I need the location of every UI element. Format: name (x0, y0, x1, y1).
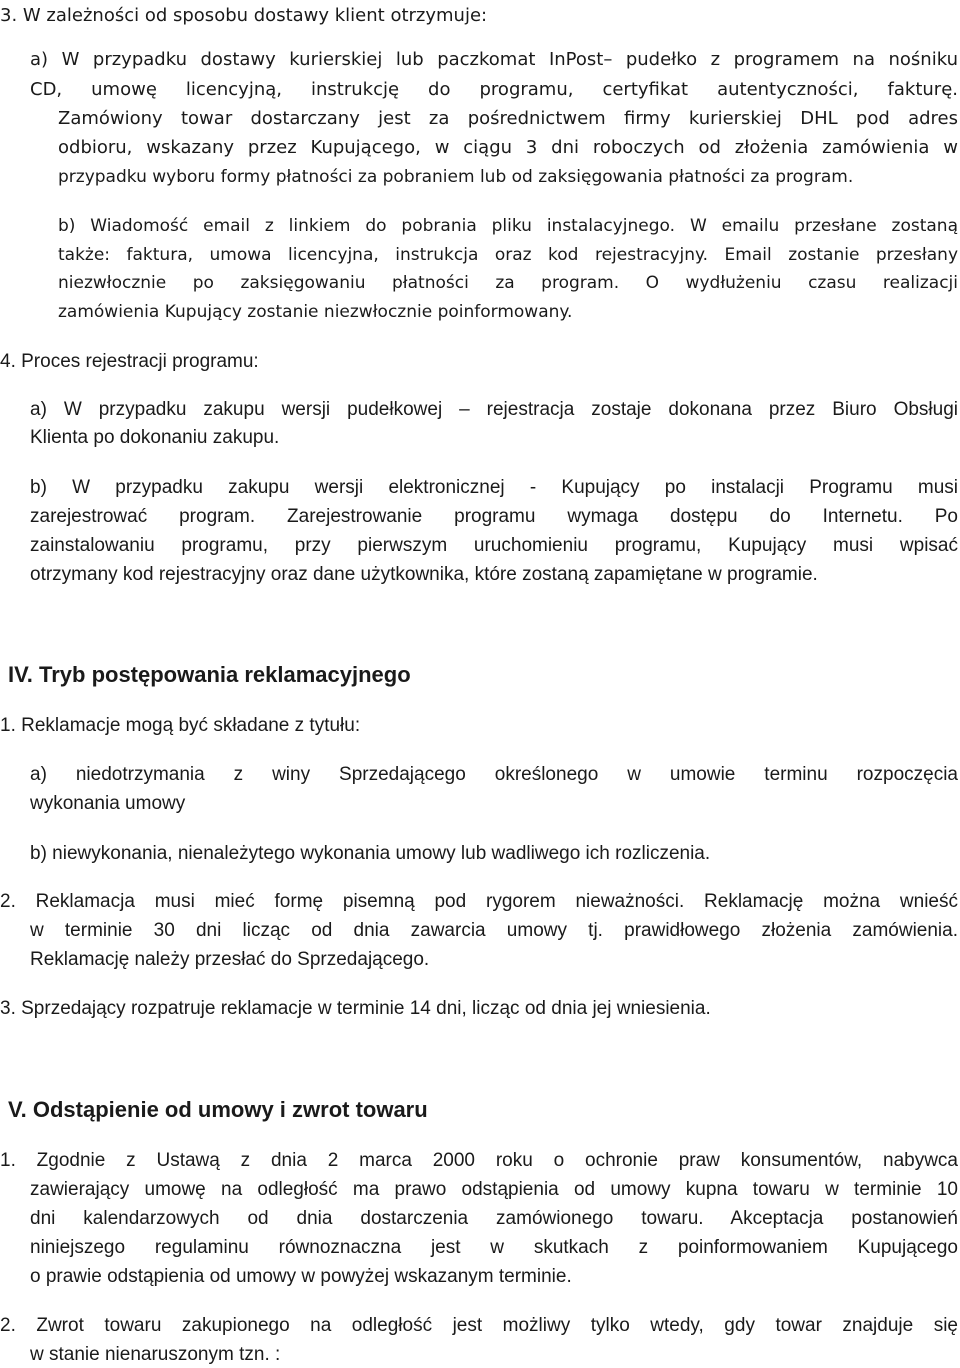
section-v-p1-line-5: o prawie odstąpienia od umowy w powyżej wskazanym terminie. (30, 1266, 572, 1287)
section-iv-title: IV. Tryb postępowania reklamacyjnego (8, 662, 411, 687)
section-3a-line-4: odbioru, wskazany przez Kupującego, w ciągu 3 dni roboczych od złożenia zamówienia w (58, 137, 958, 158)
section-iv-p1a-line-1: a) niedotrzymania z winy Sprzedającego określonego w umowie terminu rozpoczęcia (30, 764, 958, 785)
section-4b-line-3: zainstalowaniu programu, przy pierwszym uruchomieniu programu, Kupujący musi wpisać (30, 535, 958, 556)
section-3a-line-1: a) W przypadku dostawy kurierskiej lub paczkomat InPost– pudełko z programem na nośniku (30, 49, 958, 70)
section-4a-line-1: a) W przypadku zakupu wersji pudełkowej – rejestracja zostaje dokonana przez Biuro Obsługi (30, 399, 958, 420)
section-iv-p1b: b) niewykonania, nienależytego wykonania umowy lub wadliwego ich rozliczenia. (30, 843, 711, 864)
section-v-p1-line-1: 1. Zgodnie z Ustawą z dnia 2 marca 2000 roku o ochronie praw konsumentów, nabywca (0, 1150, 958, 1171)
section-4-heading: 4. Proces rejestracji programu: (0, 351, 259, 372)
section-v-title: V. Odstąpienie od umowy i zwrot towaru (8, 1097, 428, 1122)
section-4b-line-2: zarejestrować program. Zarejestrowanie programu wymaga dostępu do Internetu. Po (30, 506, 958, 527)
section-4b-line-1: b) W przypadku zakupu wersji elektronicznej - Kupujący po instalacji Programu musi (30, 477, 958, 498)
section-3a-line-2: CD, umowę licencyjną, instrukcję do programu, certyfikat autentyczności, fakturę. (30, 79, 958, 100)
section-3a-line-5: przypadku wyboru formy płatności za pobraniem lub od zaksięgowania płatności za program. (58, 167, 854, 187)
section-3b-line-3: niezwłocznie po zaksięgowaniu płatności za program. O wydłużeniu czasu realizacji (58, 273, 958, 293)
section-iv-p2-line-1: 2. Reklamacja musi mieć formę pisemną pod rygorem nieważności. Reklamację można wnieść (0, 891, 958, 912)
section-4a-line-2: Klienta po dokonaniu zakupu. (30, 427, 280, 448)
section-v-p1-line-4: niniejszego regulaminu równoznaczna jest w skutkach z poinformowaniem Kupującego (30, 1237, 958, 1258)
section-v-p1-line-3: dni kalendarzowych od dnia dostarczenia zamówionego towaru. Akceptacja postanowień (30, 1208, 958, 1229)
section-3b-line-4: zamówienia Kupujący zostanie niezwłocznie poinformowany. (58, 302, 573, 322)
section-v-p2-line-2: w stanie nienaruszonym tzn. : (30, 1344, 281, 1365)
section-iv-p1: 1. Reklamacje mogą być składane z tytułu: (0, 715, 361, 736)
section-3b-line-2: także: faktura, umowa licencyjna, instrukcja oraz kod rejestracyjny. Email zostanie przesłany (58, 245, 958, 265)
section-iv-p3: 3. Sprzedający rozpatruje reklamacje w terminie 14 dni, licząc od dnia jej wniesienia. (0, 998, 711, 1019)
section-iv-p1a-line-2: wykonania umowy (30, 793, 186, 814)
section-v-p2-line-1: 2. Zwrot towaru zakupionego na odległość jest możliwy tylko wtedy, gdy towar znajduje się (0, 1315, 958, 1336)
section-iv-p2-line-3: Reklamację należy przesłać do Sprzedającego. (30, 949, 430, 970)
section-4b-line-4: otrzymany kod rejestracyjny oraz dane użytkownika, które zostaną zapamiętane w programie. (30, 564, 818, 585)
section-3a-line-3: Zamówiony towar dostarczany jest za pośrednictwem firmy kurierskiej DHL pod adres (58, 108, 958, 129)
section-v-p1-line-2: zawierający umowę na odległość ma prawo odstąpienia od umowy kupna towaru w terminie 10 (30, 1179, 958, 1200)
section-iv-p2-line-2: w terminie 30 dni licząc od dnia zawarcia umowy tj. prawidłowego złożenia zamówienia. (30, 920, 958, 941)
section-3b-line-1: b) Wiadomość email z linkiem do pobrania pliku instalacyjnego. W emailu przesłane zostaną (58, 216, 958, 236)
section-3-heading: 3. W zależności od sposobu dostawy klient otrzymuje: (0, 5, 488, 26)
